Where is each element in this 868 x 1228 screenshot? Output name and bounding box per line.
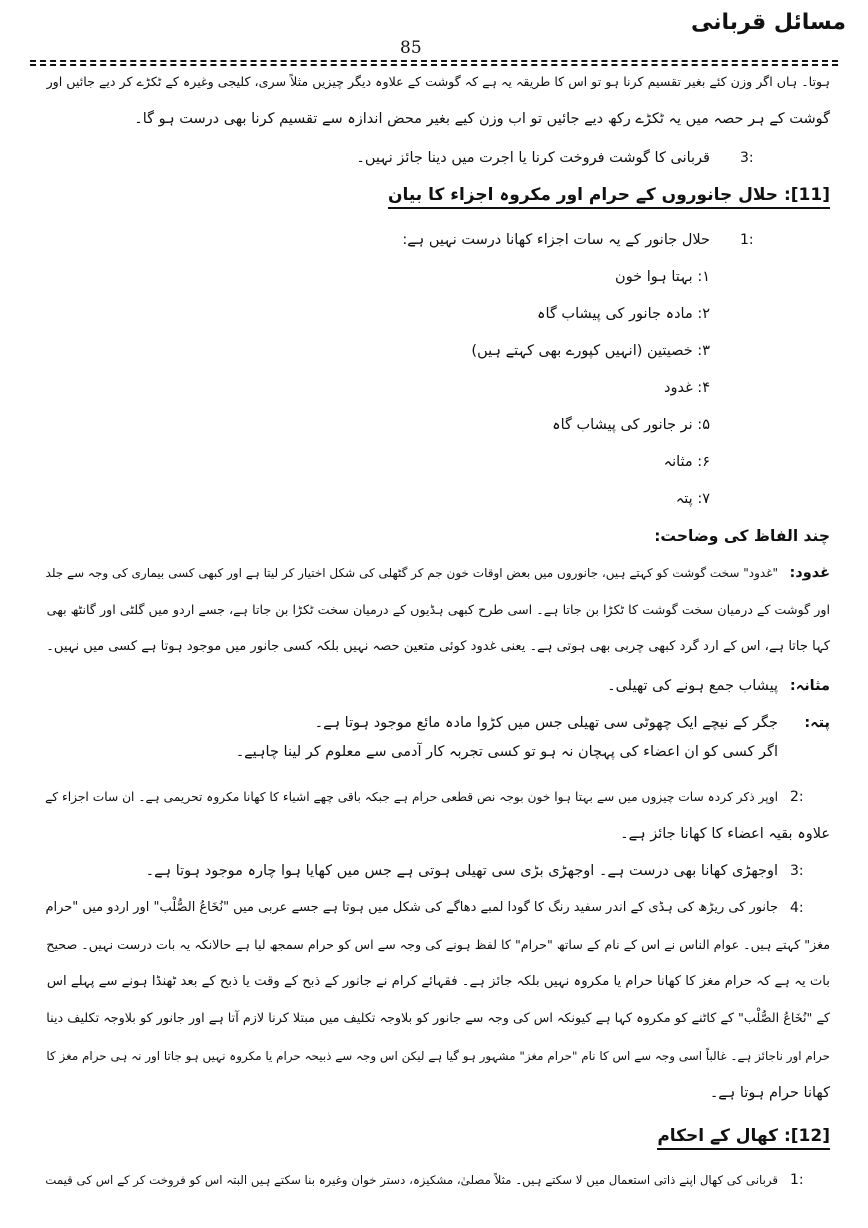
list-item: ۷: پتہ: [675, 491, 710, 507]
list-item: ۲: مادہ جانور کی پیشاب گاہ: [537, 306, 710, 322]
item-text-line: حرام اور ناجائز ہے۔ غالباً اسی وجہ سے اس کا نام "حرام مغز" مشہور ہو گیا ہے لیکن اس وجہ سے ذبیحہ حرام یا مکروہ نہیں ہو جاتا اور نہ ہی حرام مغز کا: [46, 1049, 830, 1063]
list-item: ۱: بہتا ہوا خون: [615, 269, 710, 285]
term-definition: پیشاب جمع ہونے کی تھیلی۔: [607, 678, 778, 694]
list-item: ۵: نر جانور کی پیشاب گاہ: [552, 417, 710, 433]
item-text-line: کھانا حرام ہوتا ہے۔: [709, 1085, 830, 1101]
list-item: ۴: غدود: [664, 380, 710, 396]
item-text-line: علاوہ بقیہ اعضاء کا کھانا جائز ہے۔: [620, 826, 830, 842]
explanation-heading: چند الفاظ کی وضاحت:: [654, 527, 830, 545]
list-item: ۶: مثانہ: [663, 454, 710, 470]
item-text: قربانی کی کھال اپنے ذاتی استعمال میں لا سکتے ہیں۔ مثلاً مصلیٰ، مشکیزہ، دستر خوان وغیرہ بنا سکتے ہیں البتہ اس کو فروخت کر کے اس کی قیمت: [45, 1173, 778, 1187]
term-definition-line: "غدود" سخت گوشت کو کہتے ہیں، جانوروں میں بعض اوقات خون جم کر گٹھلی کی شکل اختیار کر لیتا ہے اور کبھی کسی بیماری کی وجہ سے جلد: [45, 566, 778, 580]
paragraph-line: ہوتا۔ ہاں اگر وزن کئے بغیر تقسیم کرنا ہو تو اس کا طریقہ یہ ہے کہ گوشت کے علاوہ دیگر چیزیں مثلاً سری، کلیجی وغیرہ کے ٹکڑے کر دیے جائیں اور: [46, 74, 830, 89]
page-number: 85: [400, 38, 422, 58]
item-number: 1:: [740, 232, 754, 248]
section-heading: [12]: کھال کے احکام: [657, 1125, 830, 1150]
term-label: پتہ:: [804, 715, 830, 731]
item-text: اوجھڑی کھانا بھی درست ہے۔ اوجھڑی بڑی سی تھیلی ہوتی ہے جس میں کھایا ہوا چارہ موجود ہوتا ہے۔: [145, 863, 778, 879]
term-label: مثانہ:: [789, 678, 830, 694]
book-title: مسائل قربانی: [691, 10, 846, 35]
item-number: 1:: [790, 1172, 804, 1188]
item-number: 2:: [790, 789, 804, 805]
item-text-line: جانور کی ریڑھ کی ہڈی کے اندر سفید رنگ کا گودا لمبے دھاگے کی شکل میں ہوتا ہے جسے عربی میں "نُخَاعُ الصُّلْب" اور اردو میں "حرام: [45, 900, 778, 915]
term-definition-line: جگر کے نیچے ایک چھوٹی سی تھیلی جس میں کڑوا مادہ مائع موجود ہوتا ہے۔: [314, 715, 778, 731]
header-rule-top: [30, 60, 838, 62]
term-definition-line: اور گوشت کے درمیان سخت گوشت کا ٹکڑا بن جاتا ہے۔ اسی طرح کبھی ہڈیوں کے درمیان سخت ٹکڑا بن جاتا ہے، جسے اردو میں گلٹی اور گانٹھ بھی: [46, 602, 830, 617]
section-heading: [11]: حلال جانوروں کے حرام اور مکروہ اجزاء کا بیان: [388, 184, 830, 209]
term-label: غدود:: [789, 565, 830, 581]
list-item: ۳: خصیتین (انہیں کپورے بھی کہتے ہیں): [471, 343, 710, 359]
term-definition-line: کہا جاتا ہے، اس کے ارد گرد کبھی چربی بھی ہوتی ہے۔ یعنی غدود کوئی متعین حصہ نہیں بلکہ کسی جانور میں موجود ہوتا ہے کسی میں نہیں۔: [46, 639, 830, 654]
item-text-line: بات یہ ہے کہ حرام مغز کا کھانا حرام یا مکروہ نہیں بلکہ جائز ہے۔ فقہائے کرام نے جانور کے ذبح کے وقت یا ذبح کے بعد ٹھنڈا ہونے سے پہلے اس: [46, 974, 830, 989]
item-text-line: کے "نُخَاعُ الصُّلْب" کے کاٹنے کو مکروہ کہا ہے کیونکہ اس کی وجہ سے جانور کو بلاوجہ تکلیف میں مبتلا کرنا لازم آتا ہے اور جانور کو بلاوجہ تکلیف دینا: [46, 1011, 830, 1026]
item-number: 4:: [790, 900, 804, 916]
paragraph-line: گوشت کے ہر حصہ میں یہ ٹکڑے رکھ دیے جائیں تو اب وزن کیے بغیر محض اندازہ سے تقسیم کرنا بھی درست ہو گا۔: [134, 111, 830, 127]
item-text-line: مغز" کہتے ہیں۔ عوام الناس نے اس کے نام کے ساتھ "حرام" کا لفظ ہونے کی وجہ سے اس کو حرام سمجھ لیا ہے حالانکہ یہ بات درست نہیں۔ صحیح: [46, 937, 830, 952]
item-number: 3:: [790, 863, 804, 879]
item-text: قربانی کا گوشت فروخت کرنا یا اجرت میں دینا جائز نہیں۔: [356, 150, 710, 166]
item-text-line: اوپر ذکر کردہ سات چیزوں میں سے بہتا ہوا خون بوجہ نص قطعی حرام ہے جبکہ باقی چھے اشیاء کا کھانا مکروہ تحریمی ہے۔ ان سات اجزاء کے: [45, 790, 778, 804]
term-definition-line: اگر کسی کو ان اعضاء کی پہچان نہ ہو تو کسی تجربہ کار آدمی سے معلوم کر لینا چاہیے۔: [235, 744, 778, 760]
item-number: 3:: [740, 150, 754, 166]
item-text: حلال جانور کے یہ سات اجزاء کھانا درست نہیں ہے:: [402, 232, 710, 248]
header-rule-bottom: [30, 64, 838, 66]
